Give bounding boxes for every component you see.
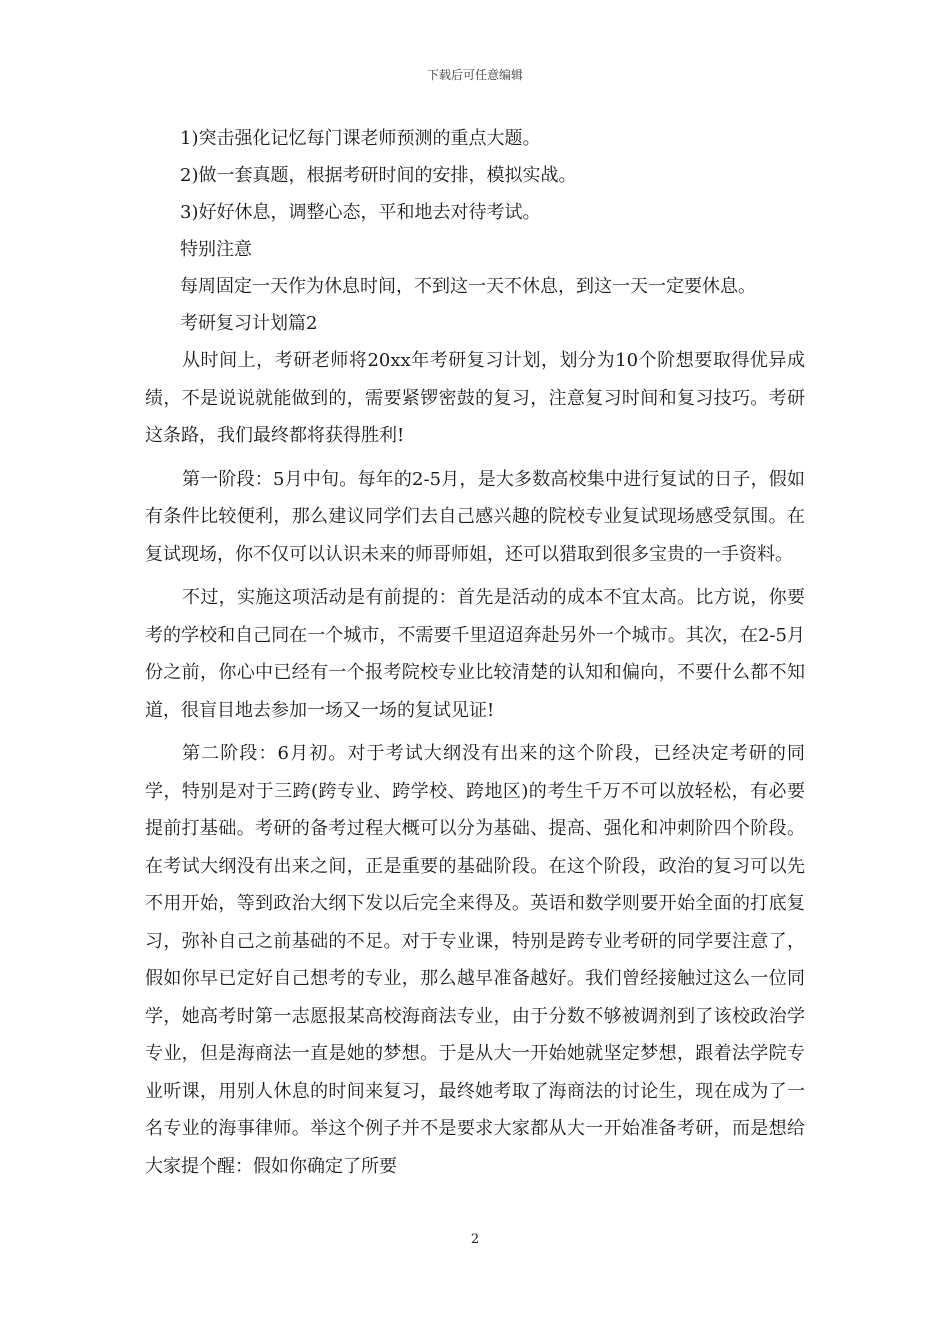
paragraph: 第二阶段：6月初。对于考试大纲没有出来的这个阶段，已经决定考研的同学，特别是对于三跨(跨专业、跨学校、跨地区)的考生千万不可以放轻松，有必要提前打基础。考研的备考过程大概可以分为基础、提高、强化和冲刺阶四个阶段。在考试大纲没有出来之间，正是重要的基础阶段。在这个阶段，政治的复习可以先不用开始，等到政治大纲下发以后完全来得及。英语和数学则要开始全面的打底复习，弥补自己之前基础的不足。对于专业课，特别是跨专业考研的同学要注意了，假如你早已定好自己想考的专业，那么越早准备越好。我们曾经接触过这么一位同学，她高考时第一志愿报某高校海商法专业，由于分数不够被调剂到了该校政治学专业，但是海商法一直是她的梦想。于是从大一开始她就坚定梦想，跟着法学院专业听课，用别人休息的时间来复习，最终她考取了海商法的讨论生，现在成为了一名专业的海事律师。举这个例子并不是要求大家都从大一开始准备考研，而是想给大家提个醒：假如你确定了所要: [145, 743, 805, 1177]
list-item: 1)突击强化记忆每门课老师预测的重点大题。: [180, 128, 541, 149]
page-header: 下载后可任意编辑: [426, 68, 523, 82]
document-body: [145, 120, 805, 1185]
paragraph: 从时间上，考研老师将20xx年考研复习计划，划分为10个阶想要取得优异成绩，不是说说就能做到的，需要紧锣密鼓的复习，注意复习时间和复习技巧。考研这条路，我们最终都将获得胜利!: [145, 350, 805, 446]
special-note-text: 每周固定一天作为休息时间，不到这一天不休息，到这一天一定要休息。: [180, 276, 756, 297]
list-item: 2)做一套真题，根据考研时间的安排，模拟实战。: [180, 165, 577, 186]
paragraph: 不过，实施这项活动是有前提的：首先是活动的成本不宜太高。比方说，你要考的学校和自己同在一个城市，不需要千里迢迢奔赴另外一个城市。其次，在2-5月份之前，你心中已经有一个报考院校专业比较清楚的认知和偏向，不要什么都不知道，很盲目地去参加一场又一场的复试见证!: [145, 587, 805, 721]
list-item: 3)好好休息，调整心态，平和地去对待考试。: [180, 202, 541, 223]
special-note-title: 特别注意: [180, 239, 252, 260]
paragraph: 第一阶段：5月中旬。每年的2-5月，是大多数高校集中进行复试的日子，假如有条件比较便利，那么建议同学们去自己感兴趣的院校专业复试现场感受氛围。在复试现场，你不仅可以认识未来的师哥师姐，还可以猎取到很多宝贵的一手资料。: [145, 468, 805, 565]
section-title: 考研复习计划篇2: [180, 313, 318, 334]
page-number: 2: [470, 1232, 480, 1247]
